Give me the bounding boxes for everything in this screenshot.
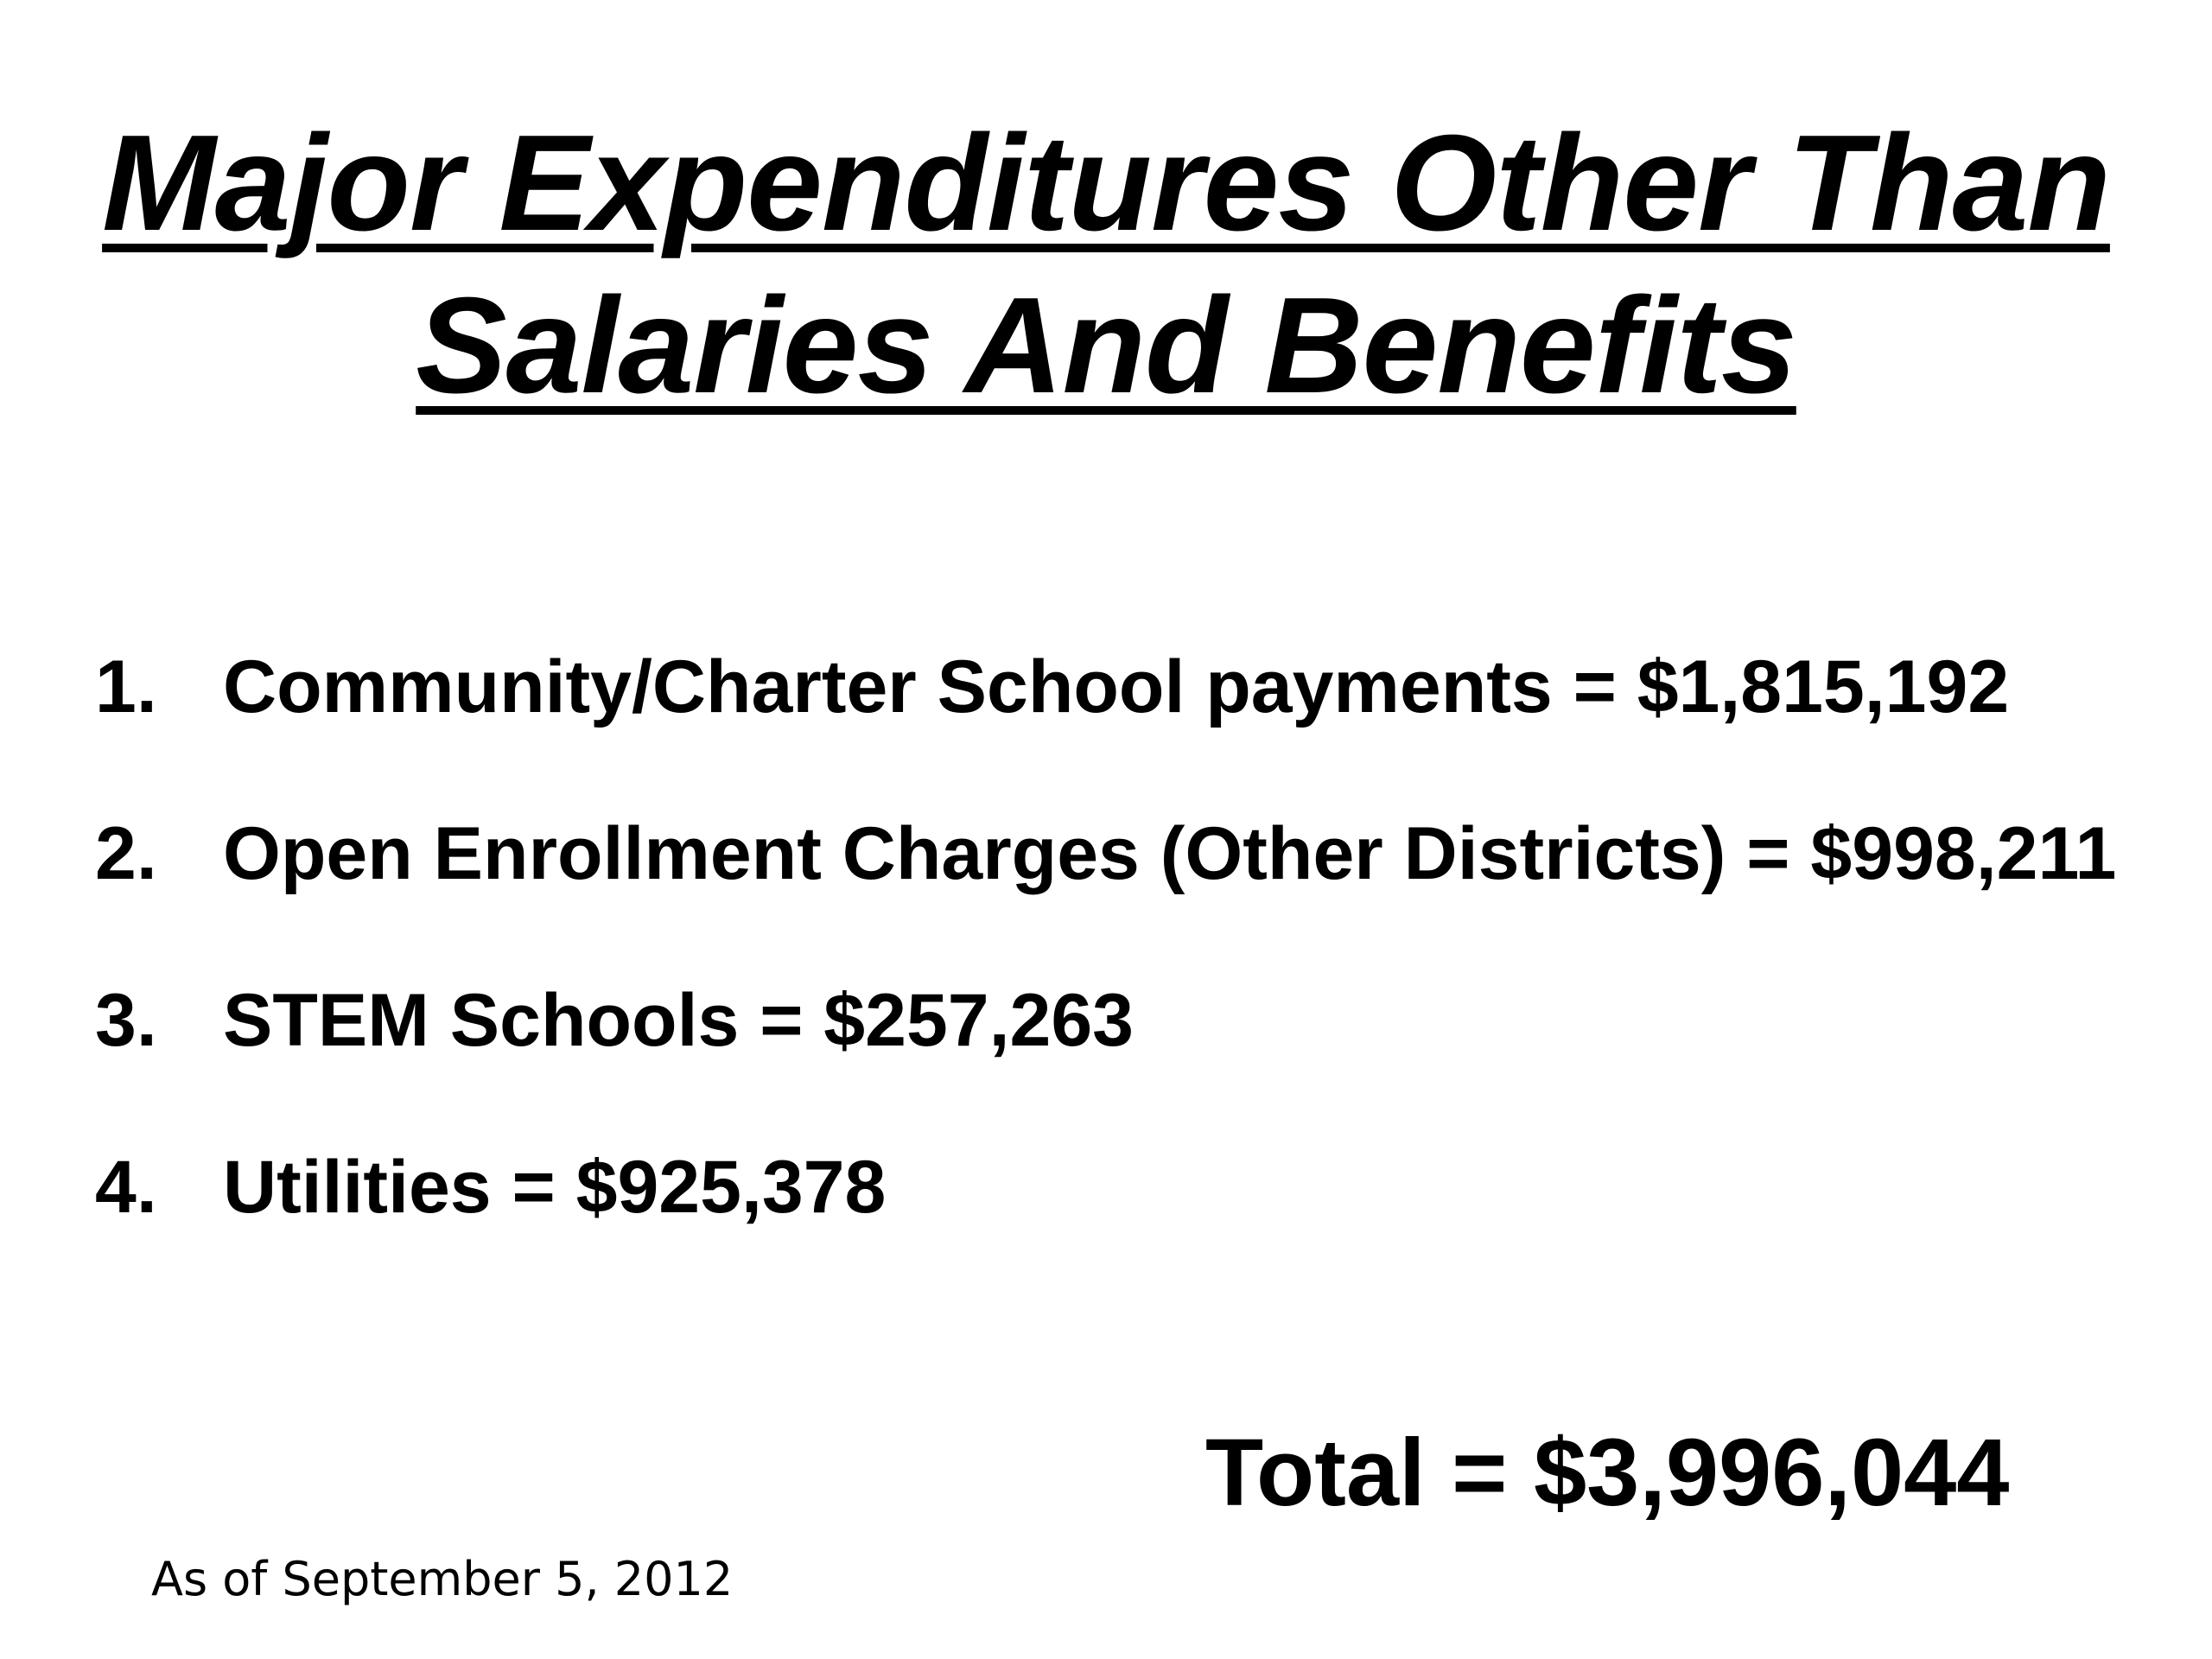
list-item [95, 635, 2009, 739]
as-of-date: As of September 5, 2012 [151, 1552, 734, 1606]
title-line-2: Salaries And Benefits [416, 270, 1796, 422]
list-item [95, 1135, 886, 1239]
list-item-text: Community/Charter School payments = $1,815,192 [223, 645, 2010, 728]
list-item [95, 969, 1134, 1072]
title-line-1: Major Expenditures Other Than [102, 107, 2110, 259]
list-item-text: Open Enrollment Charges (Other Districts) = $998,211 [223, 812, 2117, 895]
slide-title [0, 102, 2212, 427]
list-item-number: 1. [95, 645, 157, 728]
list-item [95, 802, 2116, 906]
list-item-number: 2. [95, 812, 157, 895]
list-item-number: 3. [95, 979, 157, 1062]
list-item-text: STEM Schools = $257,263 [223, 979, 1135, 1062]
list-item-text: Utilities = $925,378 [223, 1146, 887, 1229]
list-item-number: 4. [95, 1146, 157, 1229]
total-amount: Total = $3,996,044 [1205, 1420, 2010, 1526]
